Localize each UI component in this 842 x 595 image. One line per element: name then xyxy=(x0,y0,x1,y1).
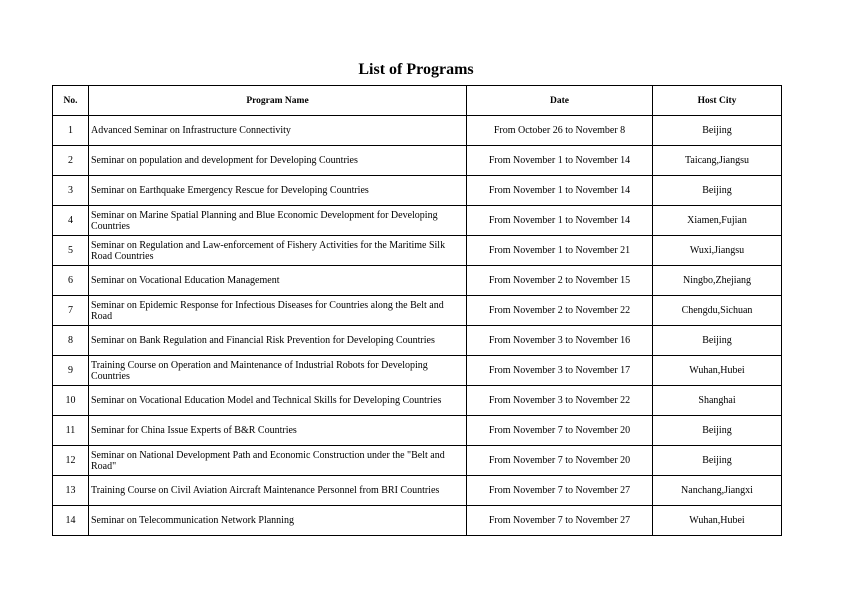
cell-no: 5 xyxy=(53,236,89,266)
cell-date: From November 1 to November 14 xyxy=(467,146,653,176)
column-header-date: Date xyxy=(467,86,653,116)
cell-no: 10 xyxy=(53,386,89,416)
column-header-host-city: Host City xyxy=(653,86,782,116)
cell-program-name: Seminar on Bank Regulation and Financial Risk Prevention for Developing Countries xyxy=(89,326,467,356)
cell-program-name: Seminar on population and development for Developing Countries xyxy=(89,146,467,176)
table-row xyxy=(53,476,782,506)
cell-host-city: Xiamen,Fujian xyxy=(653,206,782,236)
cell-program-name: Seminar on Telecommunication Network Planning xyxy=(89,506,467,536)
cell-program-name: Seminar on National Development Path and Economic Construction under the "Belt and Road" xyxy=(89,446,467,476)
cell-no: 6 xyxy=(53,266,89,296)
cell-program-name: Advanced Seminar on Infrastructure Connectivity xyxy=(89,116,467,146)
cell-program-name: Training Course on Civil Aviation Aircraft Maintenance Personnel from BRI Countries xyxy=(89,476,467,506)
cell-date: From October 26 to November 8 xyxy=(467,116,653,146)
cell-program-name: Seminar on Epidemic Response for Infectious Diseases for Countries along the Belt and Road xyxy=(89,296,467,326)
table-row xyxy=(53,416,782,446)
table-row xyxy=(53,116,782,146)
table-row xyxy=(53,446,782,476)
cell-program-name: Seminar on Vocational Education Model and Technical Skills for Developing Countries xyxy=(89,386,467,416)
cell-date: From November 7 to November 27 xyxy=(467,476,653,506)
table-row xyxy=(53,146,782,176)
cell-host-city: Wuhan,Hubei xyxy=(653,506,782,536)
cell-no: 11 xyxy=(53,416,89,446)
cell-host-city: Wuxi,Jiangsu xyxy=(653,236,782,266)
cell-program-name: Seminar on Regulation and Law-enforcement of Fishery Activities for the Maritime Silk Road Countries xyxy=(89,236,467,266)
table-row xyxy=(53,386,782,416)
table-row xyxy=(53,296,782,326)
column-header-program-name: Program Name xyxy=(89,86,467,116)
table-header-row xyxy=(53,86,782,116)
page-title: List of Programs xyxy=(358,61,474,78)
cell-date: From November 2 to November 22 xyxy=(467,296,653,326)
table-row xyxy=(53,356,782,386)
cell-date: From November 1 to November 14 xyxy=(467,206,653,236)
cell-date: From November 3 to November 17 xyxy=(467,356,653,386)
table-row xyxy=(53,506,782,536)
column-header-no: No. xyxy=(53,86,89,116)
table-row xyxy=(53,266,782,296)
cell-no: 12 xyxy=(53,446,89,476)
cell-no: 1 xyxy=(53,116,89,146)
cell-program-name: Seminar on Marine Spatial Planning and Blue Economic Development for Developing Countries xyxy=(89,206,467,236)
cell-no: 2 xyxy=(53,146,89,176)
cell-host-city: Nanchang,Jiangxi xyxy=(653,476,782,506)
cell-date: From November 7 to November 27 xyxy=(467,506,653,536)
cell-host-city: Shanghai xyxy=(653,386,782,416)
cell-host-city: Wuhan,Hubei xyxy=(653,356,782,386)
cell-host-city: Beijing xyxy=(653,416,782,446)
cell-host-city: Chengdu,Sichuan xyxy=(653,296,782,326)
table-row xyxy=(53,326,782,356)
cell-host-city: Beijing xyxy=(653,176,782,206)
cell-date: From November 3 to November 16 xyxy=(467,326,653,356)
cell-host-city: Taicang,Jiangsu xyxy=(653,146,782,176)
cell-no: 4 xyxy=(53,206,89,236)
cell-host-city: Ningbo,Zhejiang xyxy=(653,266,782,296)
cell-no: 7 xyxy=(53,296,89,326)
cell-date: From November 1 to November 14 xyxy=(467,176,653,206)
cell-program-name: Seminar for China Issue Experts of B&R Countries xyxy=(89,416,467,446)
cell-date: From November 7 to November 20 xyxy=(467,416,653,446)
cell-program-name: Seminar on Earthquake Emergency Rescue for Developing Countries xyxy=(89,176,467,206)
cell-program-name: Seminar on Vocational Education Management xyxy=(89,266,467,296)
cell-date: From November 1 to November 21 xyxy=(467,236,653,266)
cell-program-name: Training Course on Operation and Maintenance of Industrial Robots for Developing Countries xyxy=(89,356,467,386)
table-row xyxy=(53,206,782,236)
cell-host-city: Beijing xyxy=(653,326,782,356)
table-row xyxy=(53,236,782,266)
cell-date: From November 2 to November 15 xyxy=(467,266,653,296)
cell-no: 9 xyxy=(53,356,89,386)
cell-no: 13 xyxy=(53,476,89,506)
cell-host-city: Beijing xyxy=(653,446,782,476)
cell-host-city: Beijing xyxy=(653,116,782,146)
cell-no: 3 xyxy=(53,176,89,206)
table-row xyxy=(53,176,782,206)
cell-no: 14 xyxy=(53,506,89,536)
cell-date: From November 3 to November 22 xyxy=(467,386,653,416)
programs-table xyxy=(52,85,782,536)
cell-date: From November 7 to November 20 xyxy=(467,446,653,476)
cell-no: 8 xyxy=(53,326,89,356)
